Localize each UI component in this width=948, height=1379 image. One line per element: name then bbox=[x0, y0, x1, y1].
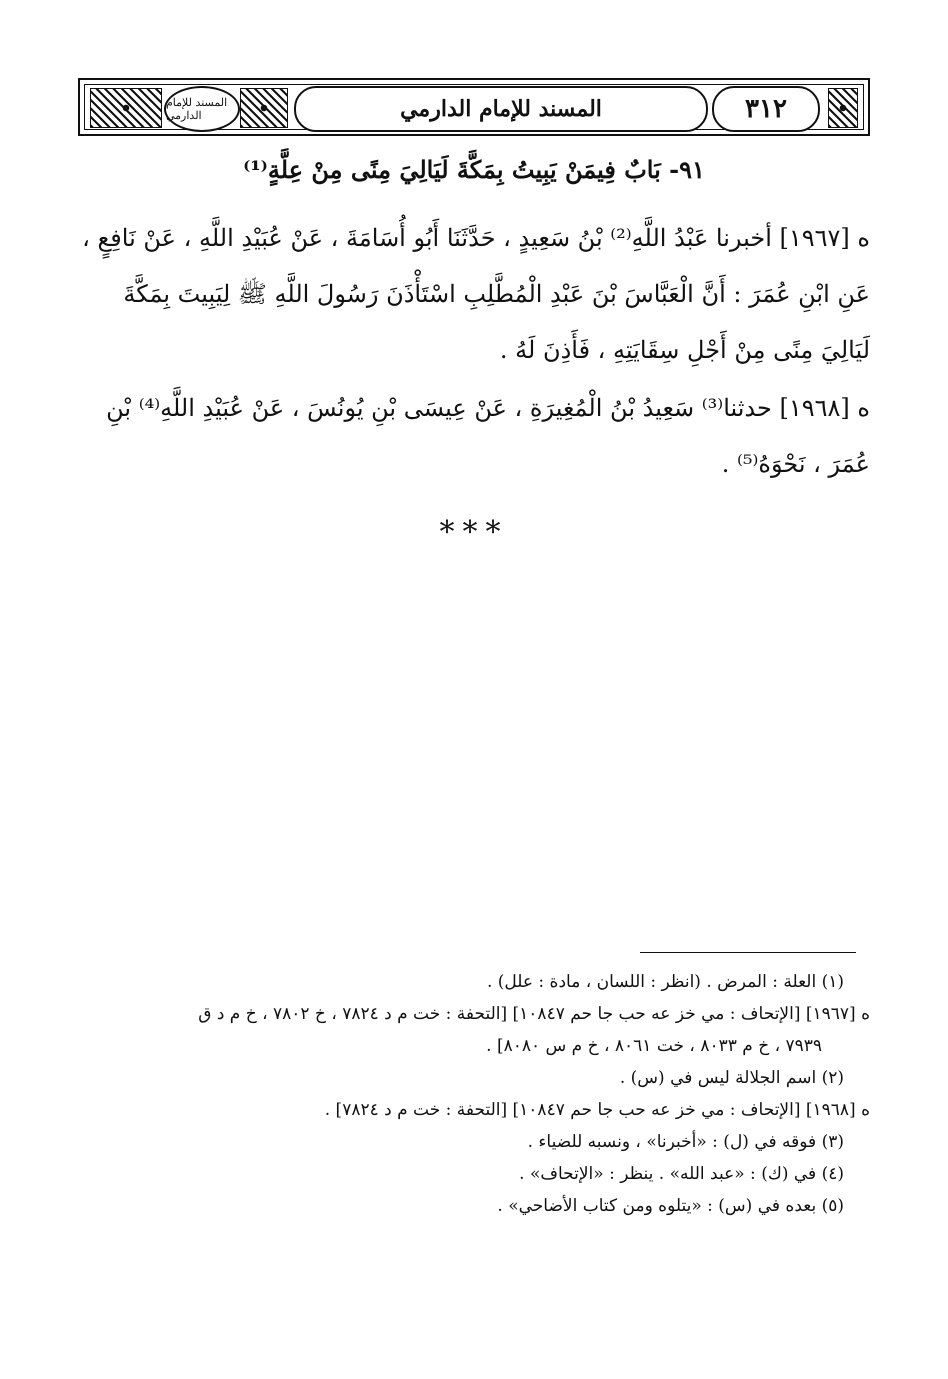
footnote-5: (٥) بعده في (س) : «يتلوه ومن كتاب الأضاحي» . bbox=[497, 1196, 844, 1216]
footnotes bbox=[78, 966, 870, 1222]
section-separator: *** bbox=[439, 515, 509, 550]
footnote-4: (٤) في (ك) : «عبد الله» . ينظر : «الإتحاف» . bbox=[519, 1164, 844, 1184]
ornament-right bbox=[828, 88, 858, 128]
chapter-heading: ٩١- بَابٌ فِيمَنْ يَبِيتُ بِمَكَّةَ لَيَالِيَ مِنًى مِنْ عِلَّةٍ⁽¹⁾ bbox=[243, 155, 705, 184]
hadith-1968: ه [١٩٦٨] حدثنا⁽³⁾ سَعِيدُ بْنُ الْمُغِيرَةِ ، عَنْ عِيسَى بْنِ يُونُسَ ، عَنْ عُبَيْدِ اللَّهِ⁽⁴⁾ بْنِ عُمَرَ ، نَحْوَهُ⁽⁵⁾ . bbox=[106, 394, 870, 478]
footnote-2: (٢) اسم الجلالة ليس في (س) . bbox=[619, 1068, 844, 1088]
book-emblem: المسند للإمام الدارمي bbox=[164, 86, 240, 132]
footnote-hadith-1968: ه [١٩٦٨] [الإتحاف : مي خز عه حب جا حم ١٠٨٤٧] [التحفة : خت م د ٧٨٢٤] . bbox=[324, 1100, 870, 1120]
ornament-middle bbox=[240, 88, 288, 128]
footnote-rule bbox=[640, 952, 856, 953]
footnote-1: (١) العلة : المرض . (انظر : اللسان ، مادة : علل) . bbox=[486, 972, 844, 992]
footnote-3: (٣) فوقه في (ل) : «أخبرنا» ، ونسبه للضياء . bbox=[527, 1132, 844, 1152]
hadith-1967: ه [١٩٦٧] أخبرنا عَبْدُ اللَّهِ⁽²⁾ بْنُ سَعِيدٍ ، حَدَّثَنَا أَبُو أُسَامَةَ ، عَنْ عُبَيْدِ اللَّهِ ، عَنْ نَافِعٍ ، عَنِ ابْنِ عُمَرَ : أَنَّ الْعَبَّاسَ بْنَ عَبْدِ الْمُطَّلِبِ اسْتَأْذَنَ رَسُولَ اللَّهِ ﷺ لِيَبِيتَ بِمَكَّةَ لَيَالِيَ مِنًى مِنْ أَجْلِ سِقَايَتِهِ ، فَأَذِنَ لَهُ . bbox=[82, 224, 870, 364]
footnote-hadith-1967: ه [١٩٦٧] [الإتحاف : مي خز عه حب جا حم ١٠٨٤٧] [التحفة : خت م د ٧٨٢٤ ، خ ٧٨٠٢ ، خ م د ق bbox=[198, 1004, 870, 1024]
page-header bbox=[78, 78, 870, 136]
ornament-left bbox=[90, 88, 162, 128]
page-number: ٣١٢ bbox=[712, 86, 820, 132]
running-title: المسند للإمام الدارمي bbox=[294, 86, 708, 132]
footnote-hadith-1967-cont: ٧٩٣٩ ، خ م ٨٠٣٣ ، خت ٨٠٦١ ، خ م س ٨٠٨٠] . bbox=[486, 1036, 822, 1056]
